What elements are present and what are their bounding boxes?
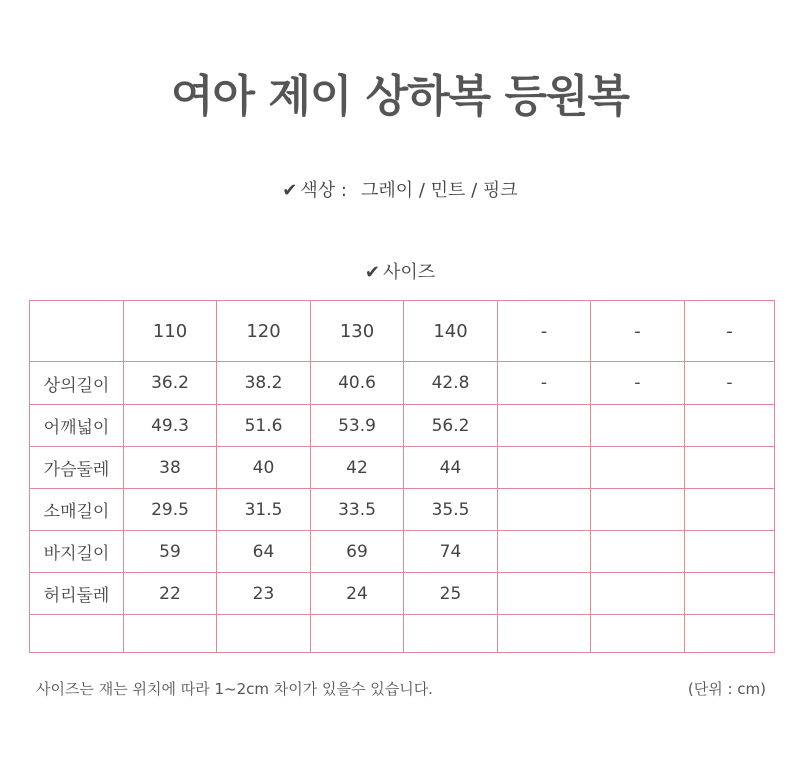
row-label: 소매길이 bbox=[30, 489, 124, 531]
page-title: 여아 제이 상하복 등원복 bbox=[171, 71, 629, 122]
table-cell bbox=[124, 615, 217, 653]
table-cell: 40.6 bbox=[311, 362, 404, 405]
color-info bbox=[0, 178, 800, 204]
table-cell: 38.2 bbox=[217, 362, 311, 405]
table-cell: 42 bbox=[311, 447, 404, 489]
color-value: 그레이 / 민트 / 핑크 bbox=[360, 180, 518, 201]
table-cell: - bbox=[591, 362, 685, 405]
table-row bbox=[30, 362, 775, 405]
table-header-cell: 120 bbox=[217, 301, 311, 362]
table-cell bbox=[217, 615, 311, 653]
table-cell: 59 bbox=[124, 531, 217, 573]
table-cell bbox=[498, 531, 591, 573]
table-header-cell: 140 bbox=[404, 301, 498, 362]
row-label: 어깨넓이 bbox=[30, 405, 124, 447]
size-label: 사이즈 bbox=[382, 262, 436, 283]
table-cell: 69 bbox=[311, 531, 404, 573]
unit-note: (단위 : cm) bbox=[687, 680, 766, 698]
table-cell bbox=[591, 489, 685, 531]
table-cell: 74 bbox=[404, 531, 498, 573]
table-cell bbox=[498, 489, 591, 531]
table-cell: 42.8 bbox=[404, 362, 498, 405]
table-cell bbox=[685, 531, 775, 573]
table-cell: 44 bbox=[404, 447, 498, 489]
table-cell: 33.5 bbox=[311, 489, 404, 531]
table-cell bbox=[498, 573, 591, 615]
table-row bbox=[30, 573, 775, 615]
table-cell: - bbox=[685, 362, 775, 405]
table-header-cell: 110 bbox=[124, 301, 217, 362]
table-cell bbox=[404, 615, 498, 653]
table-cell: 25 bbox=[404, 573, 498, 615]
table-cell: 22 bbox=[124, 573, 217, 615]
table-cell bbox=[685, 573, 775, 615]
row-label: 가슴둘레 bbox=[30, 447, 124, 489]
row-label: 바지길이 bbox=[30, 531, 124, 573]
table-cell bbox=[591, 615, 685, 653]
table-cell bbox=[591, 531, 685, 573]
table-cell bbox=[498, 405, 591, 447]
table-header-cell: - bbox=[591, 301, 685, 362]
table-cell bbox=[498, 447, 591, 489]
color-label: 색상 : bbox=[300, 180, 347, 201]
row-label: 상의길이 bbox=[30, 362, 124, 405]
table-cell bbox=[685, 405, 775, 447]
row-label bbox=[30, 615, 124, 653]
table-cell: 35.5 bbox=[404, 489, 498, 531]
table-cell: 24 bbox=[311, 573, 404, 615]
table-row bbox=[30, 531, 775, 573]
table-row bbox=[30, 447, 775, 489]
table-cell bbox=[685, 615, 775, 653]
table-cell: 53.9 bbox=[311, 405, 404, 447]
row-label: 허리둘레 bbox=[30, 573, 124, 615]
table-cell bbox=[591, 573, 685, 615]
size-heading bbox=[0, 260, 800, 286]
check-icon: ✔ bbox=[282, 180, 298, 201]
table-row bbox=[30, 615, 775, 653]
table-cell: 36.2 bbox=[124, 362, 217, 405]
table-header-row bbox=[30, 301, 775, 362]
table-header-cell bbox=[30, 301, 124, 362]
table-row bbox=[30, 405, 775, 447]
check-icon: ✔ bbox=[364, 262, 380, 283]
table-cell: 51.6 bbox=[217, 405, 311, 447]
size-note: 사이즈는 재는 위치에 따라 1~2cm 차이가 있을수 있습니다. bbox=[36, 680, 433, 698]
table-cell: 49.3 bbox=[124, 405, 217, 447]
table-cell: 23 bbox=[217, 573, 311, 615]
table-cell: 31.5 bbox=[217, 489, 311, 531]
table-cell: 38 bbox=[124, 447, 217, 489]
table-cell bbox=[591, 405, 685, 447]
table-cell: 29.5 bbox=[124, 489, 217, 531]
table-cell: 64 bbox=[217, 531, 311, 573]
table-cell bbox=[498, 615, 591, 653]
table-cell bbox=[685, 489, 775, 531]
table-cell: 56.2 bbox=[404, 405, 498, 447]
table-header-cell: 130 bbox=[311, 301, 404, 362]
table-header-cell: - bbox=[498, 301, 591, 362]
size-table bbox=[29, 300, 775, 653]
table-cell bbox=[685, 447, 775, 489]
table-cell bbox=[311, 615, 404, 653]
table-cell bbox=[591, 447, 685, 489]
table-row bbox=[30, 489, 775, 531]
table-cell: - bbox=[498, 362, 591, 405]
table-cell: 40 bbox=[217, 447, 311, 489]
table-header-cell: - bbox=[685, 301, 775, 362]
